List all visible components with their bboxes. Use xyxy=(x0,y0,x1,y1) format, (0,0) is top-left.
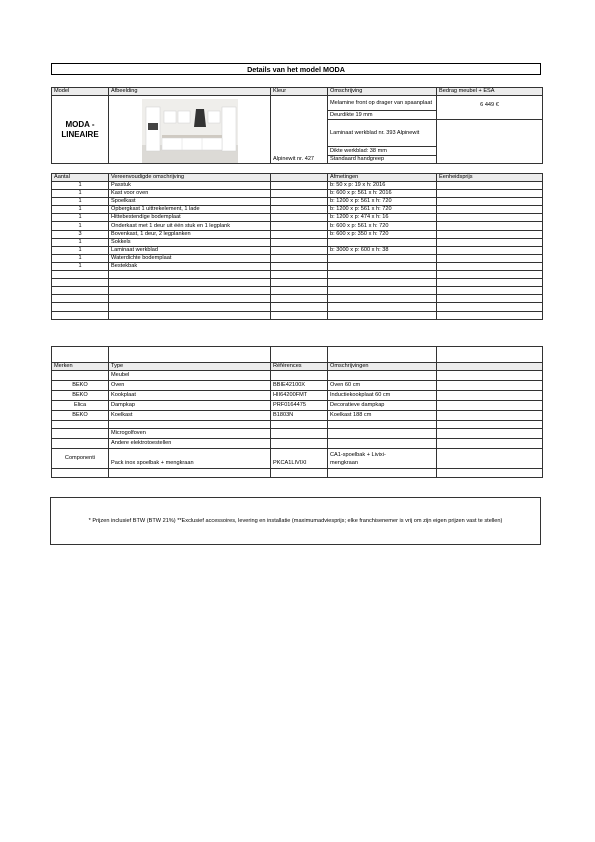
desc-cell: Kast voor oven xyxy=(109,190,271,198)
empty-cell xyxy=(328,421,437,429)
brand-cell: BEKO xyxy=(52,381,109,391)
extra-type: Andere elektrotoestellen xyxy=(109,439,271,449)
header-image: Afbeelding xyxy=(109,88,271,96)
qty-cell: 1 xyxy=(52,214,109,222)
unit-price-cell xyxy=(437,182,543,190)
ref-cell: PRF0164475 xyxy=(271,401,328,411)
ref-cell: HII64200FMT xyxy=(271,391,328,401)
empty-cell xyxy=(437,401,543,411)
qty-cell xyxy=(52,303,109,311)
description-line: Deurdikte 19 mm xyxy=(328,111,437,120)
empty-cell xyxy=(437,347,543,363)
qty-cell: 1 xyxy=(52,246,109,254)
empty-cell xyxy=(271,469,328,478)
qty-cell: 3 xyxy=(52,230,109,238)
table-row xyxy=(52,303,543,311)
unit-price-cell xyxy=(437,279,543,287)
empty-cell xyxy=(271,311,328,319)
header-dim: Afmetingen xyxy=(328,174,437,182)
empty-cell xyxy=(437,469,543,478)
dim-cell xyxy=(328,238,437,246)
empty-cell xyxy=(271,230,328,238)
component-ref: PKCA1LIVIXI xyxy=(271,449,328,469)
empty-cell xyxy=(271,421,328,429)
unit-price-cell xyxy=(437,287,543,295)
page-title: Details van het model MODA xyxy=(51,63,541,75)
desc-cell: Waterdichte bodemplaat xyxy=(109,254,271,262)
dim-cell: b: 1200 x p: 561 x h: 720 xyxy=(328,198,437,206)
brand-desc-cell: Koelkast 188 cm xyxy=(328,411,437,421)
ref-cell: B1803N xyxy=(271,411,328,421)
empty-cell xyxy=(437,381,543,391)
dim-cell: b: 50 x p: 19 x h: 2016 xyxy=(328,182,437,190)
qty-cell: 1 xyxy=(52,198,109,206)
description-line: Melamine front op drager van spaanplaat xyxy=(328,96,437,111)
table-row xyxy=(52,254,543,262)
empty-cell xyxy=(52,347,109,363)
empty-cell xyxy=(109,469,271,478)
brand-desc-cell: Inductiekookplaat 60 cm xyxy=(328,391,437,401)
table-row xyxy=(52,214,543,222)
component-type: Pack inox spoelbak + mengkraan xyxy=(109,449,271,469)
empty-cell xyxy=(52,439,109,449)
qty-cell xyxy=(52,279,109,287)
qty-cell xyxy=(52,295,109,303)
empty-cell xyxy=(271,271,328,279)
unit-price-cell xyxy=(437,311,543,319)
image-cell xyxy=(109,96,271,164)
footnote: * Prijzen inclusief BTW (BTW 21%) **Exclusief accessoires, levering en installatie (maximumadviesprijs; elke franchisenemer is vrij om zijn eigen prijzen vast te stellen) xyxy=(50,497,541,545)
type-cell: Oven xyxy=(109,381,271,391)
empty-cell xyxy=(437,449,543,469)
empty-cell xyxy=(52,371,109,381)
empty-cell xyxy=(437,120,543,164)
empty-cell xyxy=(437,411,543,421)
dim-cell xyxy=(328,262,437,270)
desc-cell xyxy=(109,271,271,279)
table-row xyxy=(52,206,543,214)
qty-cell: 1 xyxy=(52,238,109,246)
empty-cell xyxy=(52,421,109,429)
table-row xyxy=(52,287,543,295)
header-model: Model xyxy=(52,88,109,96)
desc-cell: Laminaat werkblad xyxy=(109,246,271,254)
price: 6 449 € xyxy=(437,96,543,120)
table-row xyxy=(52,311,543,319)
extra-type: Microgolfoven xyxy=(109,429,271,439)
brand-cell: BEKO xyxy=(52,411,109,421)
empty-cell xyxy=(437,439,543,449)
header-desc: Vereenvoudigde omschrijving xyxy=(109,174,271,182)
qty-cell xyxy=(52,287,109,295)
dim-cell xyxy=(328,254,437,262)
header-type: Type xyxy=(109,363,271,371)
header-brand: Merken xyxy=(52,363,109,371)
empty-cell xyxy=(271,198,328,206)
component-desc-line: CA1-spoelbak + Livixi- xyxy=(330,451,386,458)
header-description: Omschrijving xyxy=(328,88,437,96)
unit-price-cell xyxy=(437,262,543,270)
table-row xyxy=(52,401,543,411)
ref-cell: BBIE42100X xyxy=(271,381,328,391)
empty-cell xyxy=(328,439,437,449)
table-row xyxy=(52,238,543,246)
dim-cell: b: 600 x p: 561 x h: 720 xyxy=(328,222,437,230)
empty-cell xyxy=(271,254,328,262)
unit-price-cell xyxy=(437,198,543,206)
dim-cell: b: 1200 x p: 474 x h: 16 xyxy=(328,214,437,222)
component-desc xyxy=(328,449,437,469)
brand-cell: Elica xyxy=(52,401,109,411)
unit-price-cell xyxy=(437,254,543,262)
dim-cell xyxy=(328,279,437,287)
desc-cell xyxy=(109,303,271,311)
table-row xyxy=(52,271,543,279)
empty-cell xyxy=(328,469,437,478)
table-row xyxy=(52,190,543,198)
unit-price-cell xyxy=(437,222,543,230)
qty-cell: 1 xyxy=(52,182,109,190)
empty-cell xyxy=(271,206,328,214)
empty-cell xyxy=(437,363,543,371)
dim-cell xyxy=(328,271,437,279)
table-row xyxy=(52,182,543,190)
brand-desc-cell: Decoratieve dampkap xyxy=(328,401,437,411)
empty-cell xyxy=(437,391,543,401)
unit-price-cell xyxy=(437,230,543,238)
model-table xyxy=(51,87,543,164)
header-color: Kleur xyxy=(271,88,328,96)
empty-cell xyxy=(109,347,271,363)
description-line: Standaard handgreep xyxy=(328,156,437,164)
desc-cell xyxy=(109,279,271,287)
empty-cell xyxy=(271,190,328,198)
desc-cell: Onderkast met 1 deur uit één stuk en 1 legplank xyxy=(109,222,271,230)
empty-cell xyxy=(271,439,328,449)
qty-cell xyxy=(52,311,109,319)
unit-price-cell xyxy=(437,295,543,303)
table-row xyxy=(52,246,543,254)
dim-cell xyxy=(328,303,437,311)
empty-cell xyxy=(271,182,328,190)
table-row xyxy=(52,391,543,401)
empty-cell xyxy=(271,214,328,222)
dim-cell xyxy=(328,295,437,303)
header-descriptions: Omschrijvingen xyxy=(328,363,437,371)
empty-cell xyxy=(271,246,328,254)
empty-cell xyxy=(328,429,437,439)
empty-cell xyxy=(437,429,543,439)
type-cell: Koelkast xyxy=(109,411,271,421)
empty-cell xyxy=(52,429,109,439)
table-row xyxy=(52,381,543,391)
qty-cell: 1 xyxy=(52,222,109,230)
kitchen-photo-icon xyxy=(142,99,238,163)
empty-cell xyxy=(328,347,437,363)
dim-cell: b: 600 x p: 561 x h: 2016 xyxy=(328,190,437,198)
header-ref: Références xyxy=(271,363,328,371)
empty-cell xyxy=(271,287,328,295)
empty-cell xyxy=(328,371,437,381)
desc-cell: Bovenkast, 1 deur, 2 legplanken xyxy=(109,230,271,238)
desc-cell: Opbergkast 1 uittrekelement, 1 lade xyxy=(109,206,271,214)
empty-cell xyxy=(437,371,543,381)
table-row xyxy=(52,230,543,238)
qty-cell: 1 xyxy=(52,206,109,214)
desc-cell xyxy=(109,295,271,303)
qty-cell: 1 xyxy=(52,254,109,262)
qty-cell: 1 xyxy=(52,262,109,270)
brands-table xyxy=(51,346,543,478)
table-row xyxy=(52,222,543,230)
empty-cell xyxy=(271,238,328,246)
table-row xyxy=(52,198,543,206)
unit-price-cell xyxy=(437,206,543,214)
empty-cell xyxy=(271,429,328,439)
color-cell: Alpinewit nr. 427 xyxy=(271,96,328,164)
unit-price-cell xyxy=(437,246,543,254)
header-unit-price: Eenheidsprijs xyxy=(437,174,543,182)
unit-price-cell xyxy=(437,190,543,198)
unit-price-cell xyxy=(437,303,543,311)
empty-cell xyxy=(271,371,328,381)
description-line: Dikte werkblad: 38 mm xyxy=(328,147,437,156)
brand-desc-cell: Oven 60 cm xyxy=(328,381,437,391)
empty-cell xyxy=(437,421,543,429)
empty-cell xyxy=(52,469,109,478)
description-line: Laminaat werkblad nr. 393 Alpinewit xyxy=(328,120,437,147)
dim-cell xyxy=(328,287,437,295)
dim-cell: b: 3000 x p: 600 x h: 38 xyxy=(328,246,437,254)
dim-cell: b: 600 x p: 350 x h: 720 xyxy=(328,230,437,238)
desc-cell: Bestekbak xyxy=(109,262,271,270)
brand-cell: BEKO xyxy=(52,391,109,401)
unit-price-cell xyxy=(437,238,543,246)
dim-cell: b: 1200 x p: 561 x h: 720 xyxy=(328,206,437,214)
desc-cell: Passtuk xyxy=(109,182,271,190)
empty-cell xyxy=(271,222,328,230)
table-row xyxy=(52,295,543,303)
type-cell: Dampkap xyxy=(109,401,271,411)
unit-price-cell xyxy=(437,214,543,222)
desc-cell: Sokkels xyxy=(109,238,271,246)
components-label: Componenti xyxy=(52,449,109,469)
empty-cell xyxy=(271,279,328,287)
desc-cell: Spoelkast xyxy=(109,198,271,206)
empty-cell xyxy=(271,262,328,270)
empty-cell xyxy=(271,347,328,363)
model-name: MODA - LINEAIRE xyxy=(52,96,109,164)
desc-cell: Hittebestendige bodemplaat xyxy=(109,214,271,222)
header-qty: Aantal xyxy=(52,174,109,182)
desc-cell xyxy=(109,311,271,319)
items-table xyxy=(51,173,543,320)
qty-cell xyxy=(52,271,109,279)
table-row xyxy=(52,279,543,287)
table-row xyxy=(52,262,543,270)
qty-cell: 1 xyxy=(52,190,109,198)
empty-cell xyxy=(109,421,271,429)
type-cell: Kookplaat xyxy=(109,391,271,401)
desc-cell xyxy=(109,287,271,295)
table-row xyxy=(52,411,543,421)
empty-cell xyxy=(271,295,328,303)
component-desc-line: mengkraan xyxy=(330,459,358,466)
header-amount: Bedrag meubel + ESA xyxy=(437,88,543,96)
section-label: Meubel xyxy=(109,371,271,381)
empty-cell xyxy=(271,303,328,311)
header-blank xyxy=(271,174,328,182)
unit-price-cell xyxy=(437,271,543,279)
dim-cell xyxy=(328,311,437,319)
